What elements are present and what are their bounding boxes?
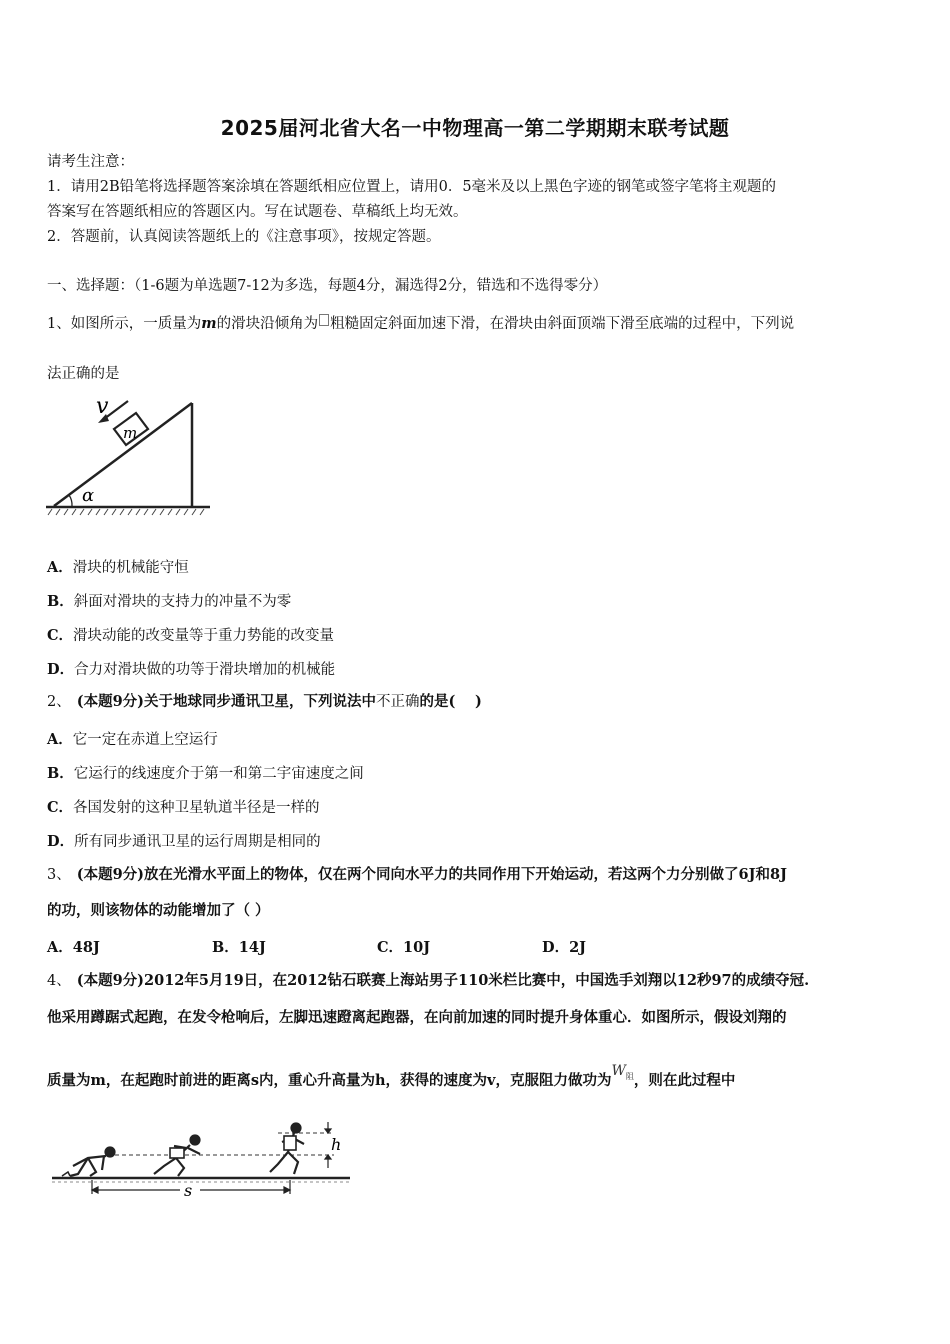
angle-arc: [69, 495, 72, 506]
q2-option-a[interactable]: A．它一定在赤道上空运行: [47, 731, 218, 748]
q3-stem-part1: (本题9分)放在光滑水平面上的物体，仅在两个同向水平力的共同作用下开始运动，若这两个力分别做了6J和8J: [76, 866, 787, 883]
q4-stem-line3: [47, 1063, 736, 1097]
incline-slope: [54, 403, 192, 506]
block-mass-label: m: [123, 424, 138, 442]
q1-stem-part3: 粗糙固定斜面加速下滑，在滑块由斜面顶端下滑至底端的过程中，下列说: [330, 316, 795, 332]
q4-stem-part4: ，则在此过程中: [633, 1072, 736, 1089]
q4-stem-part3: 质量为m，在起跑时前进的距离s内，重心升高量为h，获得的速度为v，克服阻力做功为: [47, 1072, 612, 1089]
notice-item-1a: 1．请用2B铅笔将选择题答案涂填在答题纸相应位置上，请用0．5毫米及以上黑色字迹的钢笔或签字笔将主观题的: [47, 179, 777, 195]
q3-stem-line2: 的功，则该物体的动能增加了（ ）: [47, 902, 270, 919]
q3-number: 3、: [47, 867, 71, 883]
incline-figure: [44, 395, 216, 521]
q4-stem-part1: (本题9分)2012年5月19日，在2012钻石联赛上海站男子110米栏比赛中，中国选手刘翔以12秒97的成绩夺冠.: [76, 972, 810, 989]
q1-option-c[interactable]: C．滑块动能的改变量等于重力势能的改变量: [47, 627, 335, 644]
q3-option-c[interactable]: C．10J: [377, 939, 431, 956]
section-heading: 一、选择题：（1-6题为单选题7-12为多选，每题4分，漏选得2分，错选和不选得零分）: [47, 278, 608, 294]
q2-stem-emphasis: 不正确: [376, 694, 420, 710]
q3-stem-line1: [47, 865, 787, 885]
q2-stem: [47, 692, 482, 712]
q3-option-b[interactable]: B．14J: [212, 939, 266, 956]
q2-option-c[interactable]: C．各国发射的这种卫星轨道半径是一样的: [47, 799, 320, 816]
angle-label: α: [82, 485, 95, 506]
q1-stem-part2: 的滑块沿倾角为: [216, 316, 319, 332]
distance-label: s: [184, 1181, 193, 1200]
q2-option-b[interactable]: B．它运行的线速度介于第一和第二宇宙速度之间: [47, 765, 364, 782]
sprint-figure: [48, 1118, 358, 1200]
velocity-label: v: [96, 395, 109, 419]
q1-stem-line1: [47, 314, 794, 334]
q2-stem-part1: (本题9分)关于地球同步通讯卫星，下列说法中: [76, 693, 377, 710]
work-resistance-symbol: $W_阻$: [611, 1063, 634, 1081]
notice-item-1b: 答案写在答题纸相应的答题区内。写在试题卷、草稿纸上均无效。: [47, 204, 468, 220]
q1-stem-line2: 法正确的是: [47, 366, 120, 382]
notice-heading: 请考生注意：: [47, 154, 134, 170]
q2-number: 2、: [47, 694, 71, 710]
q1-option-a[interactable]: A．滑块的机械能守恒: [47, 559, 189, 576]
q3-option-d[interactable]: D．2J: [542, 939, 587, 956]
q1-stem-part1: 1、如图所示，一质量为: [47, 316, 202, 332]
q4-stem-line1: [47, 971, 809, 991]
q4-number: 4、: [47, 973, 71, 989]
q1-mass-symbol: m: [201, 315, 217, 332]
angle-placeholder-icon: [319, 314, 329, 326]
q1-option-b[interactable]: B．斜面对滑块的支持力的冲量不为零: [47, 593, 292, 610]
height-label: h: [331, 1135, 342, 1154]
q4-stem-line2: 他采用蹲踞式起跑，在发令枪响后，左脚迅速蹬离起跑器，在向前加速的同时提升身体重心．如图所示，假设刘翔的: [47, 1009, 787, 1026]
ground-hatch: [48, 509, 204, 515]
q2-option-d[interactable]: D．所有同步通讯卫星的运行周期是相同的: [47, 833, 321, 850]
page-title: 2025届河北省大名一中物理高一第二学期期末联考试题: [220, 116, 730, 140]
runner-rising: [154, 1136, 200, 1177]
q3-option-a[interactable]: A．48J: [47, 939, 100, 956]
q1-option-d[interactable]: D．合力对滑块做的功等于滑块增加的机械能: [47, 661, 336, 678]
runner-upright: [270, 1124, 304, 1175]
runner-crouched: [62, 1148, 115, 1177]
q2-stem-part2: 的是( ): [419, 693, 482, 710]
notice-item-2: 2．答题前，认真阅读答题纸上的《注意事项》，按规定答题。: [47, 229, 441, 245]
